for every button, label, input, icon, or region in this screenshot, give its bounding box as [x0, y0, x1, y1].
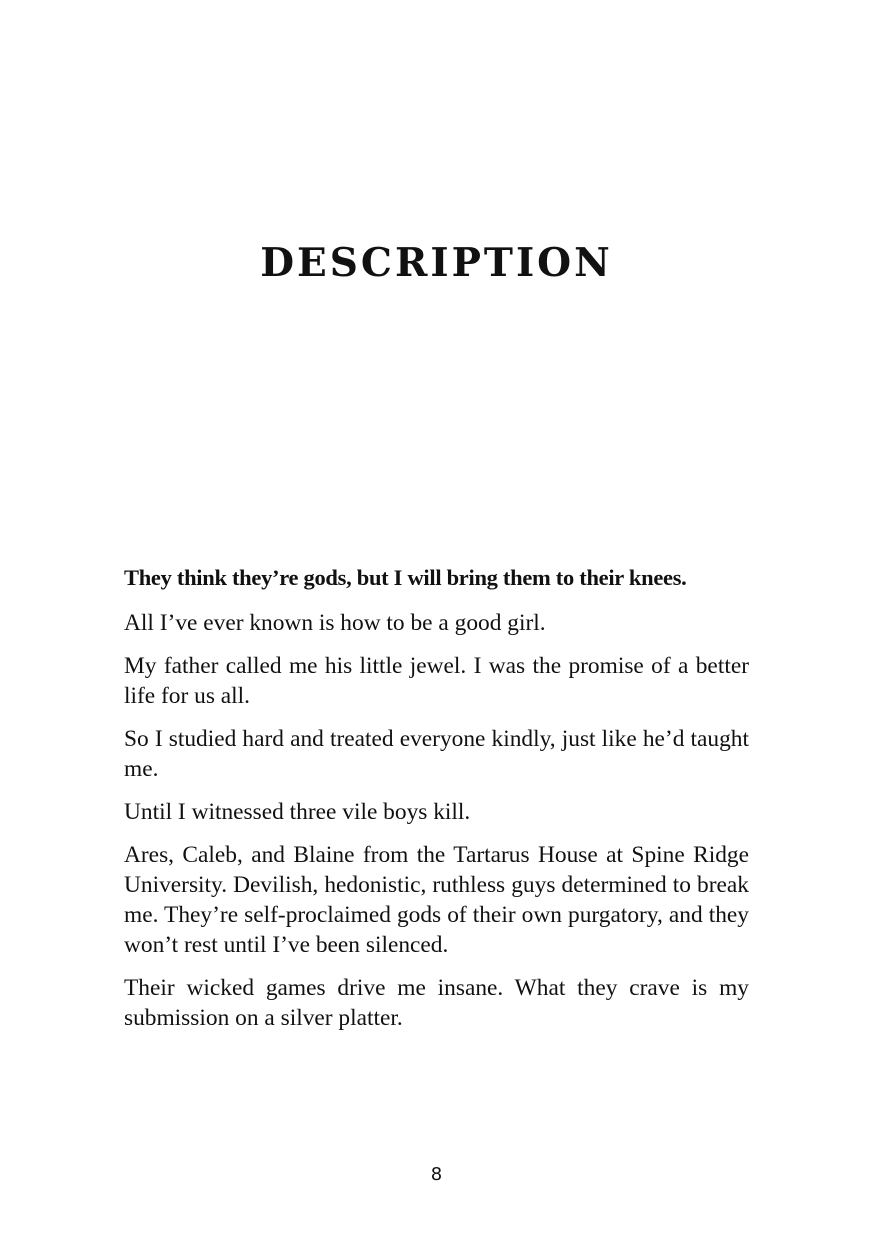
paragraph: My father called me his little jewel. I was the promise of a better life for us all. — [124, 653, 749, 709]
description-body — [124, 563, 749, 1046]
paragraph: Until I witnessed three vile boys kill. — [124, 799, 471, 825]
chapter-title: DESCRIPTION — [260, 240, 613, 286]
tagline-paragraph: They think they’re gods, but I will bring them to their knees. — [124, 565, 687, 590]
page-number: 8 — [430, 1164, 443, 1185]
paragraph: Their wicked games drive me insane. What they crave is my submission on a silver platter. — [124, 975, 749, 1031]
paragraph: So I studied hard and treated everyone kindly, just like he’d taught me. — [124, 726, 749, 782]
paragraph: All I’ve ever known is how to be a good girl. — [124, 610, 546, 636]
paragraph: Ares, Caleb, and Blaine from the Tartarus House at Spine Ridge University. Devilish, hedonistic, ruthless guys determined to break me. They’re self-proclaimed gods of their own purgatory, and they won’t rest until I’ve been silenced. — [124, 842, 749, 958]
